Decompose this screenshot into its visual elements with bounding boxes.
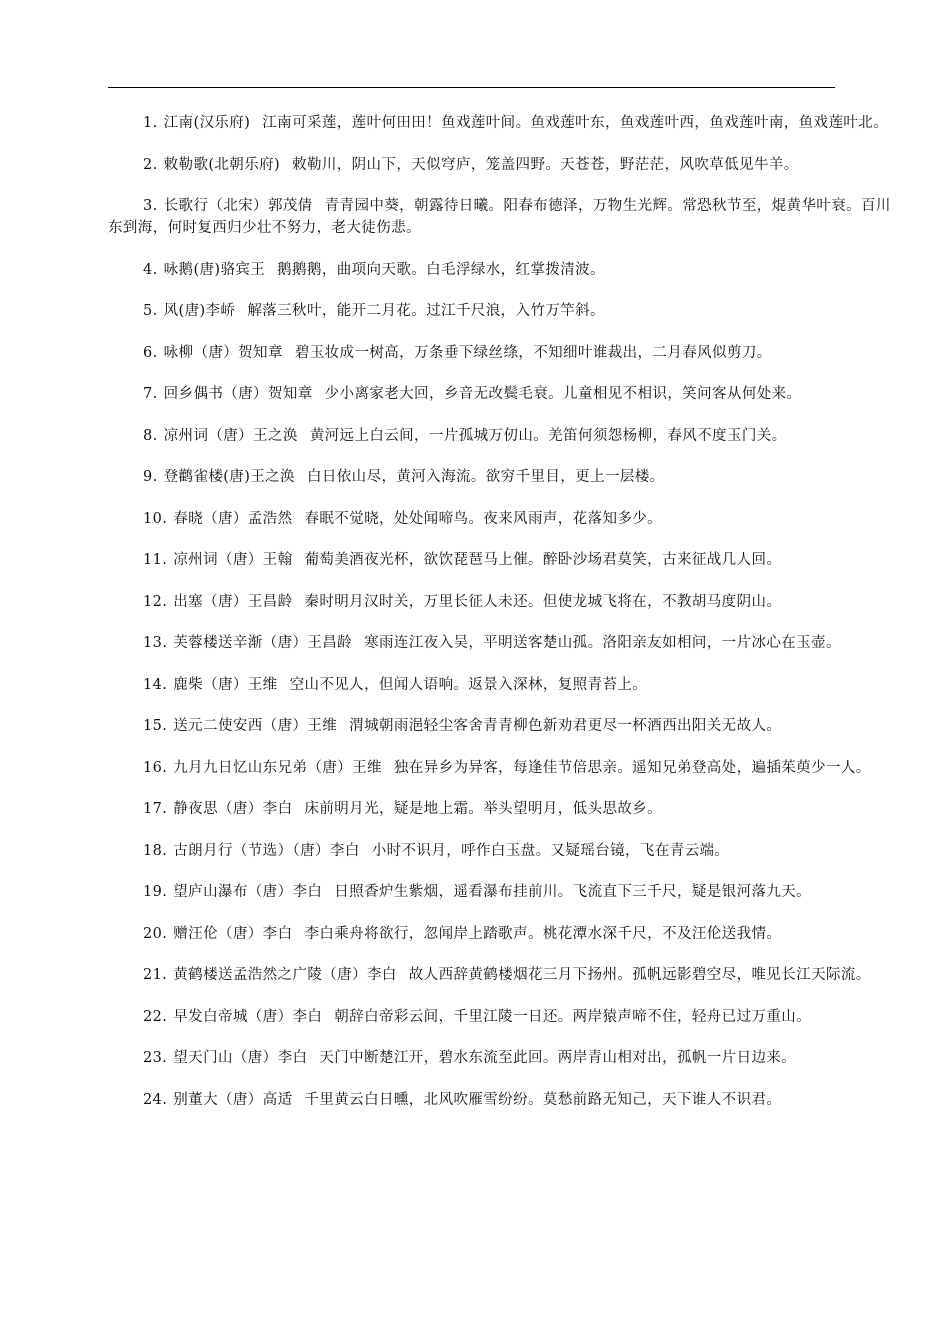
poem-text: 碧玉妆成一树高，万条垂下绿丝绦，不知细叶谁裁出，二月春风似剪刀。	[294, 344, 772, 361]
poem-item	[108, 112, 898, 134]
poem-text: 故人西辞黄鹤楼烟花三月下扬州。孤帆远影碧空尽，唯见长江天际流。	[408, 967, 871, 983]
poem-item	[108, 757, 898, 779]
poem-number: 17.	[143, 801, 168, 817]
poem-title: 静夜思（唐）李白	[173, 801, 293, 817]
poem-text: 小时不识月，呼作白玉盘。又疑瑶台镜，飞在青云端。	[371, 842, 730, 859]
poem-number: 1.	[143, 115, 158, 131]
poem-number: 7.	[143, 386, 158, 402]
poem-number: 14.	[143, 676, 168, 693]
poem-title: 凉州词（唐）王之涣	[163, 427, 298, 444]
poem-number: 4.	[143, 261, 158, 278]
poem-title: 送元二使安西（唐）王维	[173, 718, 338, 734]
poem-title: 咏鹅(唐)骆宾王	[163, 261, 266, 278]
poem-title: 赠汪伦（唐）李白	[173, 925, 293, 942]
poem-title: 凉州词（唐）王翰	[173, 552, 293, 568]
poem-title: 别董大（唐）高适	[173, 1091, 293, 1108]
poem-number: 11.	[143, 552, 168, 568]
poem-text: 少小离家老大回，乡音无改鬓毛衰。儿童相见不相识，笑问客从何处来。	[324, 386, 802, 402]
poem-number: 5.	[143, 303, 158, 319]
poem-item	[108, 632, 898, 654]
poem-item	[108, 923, 898, 945]
poem-number: 8.	[143, 427, 158, 444]
poem-text: 空山不见人，但闻人语响。返景入深林，复照青苔上。	[289, 676, 648, 693]
poem-number: 12.	[143, 593, 168, 610]
poem-text: 寒雨连江夜入吴，平明送客楚山孤。洛阳亲友如相问，一片冰心在玉壶。	[364, 635, 841, 651]
poem-item	[108, 195, 898, 239]
poem-title: 风(唐)李峤	[163, 303, 236, 319]
poem-text: 床前明月光，疑是地上霜。举头望明月，低头思故乡。	[304, 801, 663, 817]
poem-item	[108, 798, 898, 820]
poem-title: 出塞（唐）王昌龄	[173, 593, 293, 610]
poem-item	[108, 1006, 898, 1028]
poem-number: 16.	[143, 759, 168, 776]
poem-text: 黄河远上白云间，一片孤城万仞山。羌笛何须怨杨柳，春风不度玉门关。	[309, 427, 787, 444]
poem-title: 鹿柴（唐）王维	[173, 676, 278, 693]
poem-title: 早发白帝城（唐）李白	[173, 1008, 323, 1025]
poem-number: 15.	[143, 718, 168, 734]
poem-number: 24.	[143, 1091, 168, 1108]
poem-number: 18.	[143, 842, 168, 859]
poem-text: 白日依山尽，黄河入海流。欲穷千里目，更上一层楼。	[306, 469, 665, 485]
poem-number: 23.	[143, 1050, 168, 1066]
poem-list	[108, 112, 898, 1130]
poem-text: 春眠不觉晓，处处闻啼鸟。夜来风雨声，花落知多少。	[304, 510, 663, 527]
poem-title: 九月九日忆山东兄弟（唐）王维	[173, 759, 382, 776]
poem-item	[108, 154, 898, 176]
poem-number: 6.	[143, 344, 158, 361]
poem-text: 青青园中葵，朝露待日曦。阳春布德泽，万物生光辉。常恐秋节至，焜黄华叶衰。百川东到海，何时复西归少壮不努力，老大徒伤悲。	[108, 198, 891, 236]
poem-title: 登鹳雀楼(唐)王之涣	[163, 469, 295, 485]
poem-item	[108, 259, 898, 281]
poem-text: 千里黄云白日曛，北风吹雁雪纷纷。莫愁前路无知己，天下谁人不识君。	[304, 1091, 782, 1108]
poem-item	[108, 715, 898, 737]
poem-item	[108, 466, 898, 488]
poem-item	[108, 549, 898, 571]
poem-text: 鹅鹅鹅，曲项向天歌。白毛浮绿水，红掌拨清波。	[277, 261, 605, 278]
poem-text: 渭城朝雨浥轻尘客舍青青柳色新劝君更尽一杯酒西出阳关无故人。	[349, 718, 782, 734]
poem-text: 朝辞白帝彩云间，千里江陵一日还。两岸猿声啼不住，轻舟已过万重山。	[334, 1008, 812, 1025]
poem-item	[108, 591, 898, 613]
poem-item	[108, 964, 898, 986]
poem-item	[108, 508, 898, 530]
poem-number: 9.	[143, 469, 158, 485]
poem-text: 李白乘舟将欲行，忽闻岸上踏歌声。桃花潭水深千尺，不及汪伦送我情。	[304, 925, 782, 942]
poem-item	[108, 881, 898, 903]
poem-item	[108, 1089, 898, 1111]
poem-item	[108, 674, 898, 696]
poem-title: 望庐山瀑布（唐）李白	[173, 884, 323, 900]
poem-number: 10.	[143, 510, 168, 527]
poem-title: 咏柳（唐）贺知章	[163, 344, 283, 361]
poem-text: 日照香炉生紫烟，遥看瀑布挂前川。飞流直下三千尺，疑是银河落九天。	[334, 884, 812, 900]
poem-number: 3.	[143, 198, 158, 214]
poem-title: 古朗月行（节选）（唐）李白	[173, 842, 360, 859]
poem-number: 22.	[143, 1008, 168, 1025]
poem-item	[108, 1047, 898, 1069]
poem-title: 春晓（唐）孟浩然	[173, 510, 293, 527]
poem-item	[108, 425, 898, 447]
poem-item	[108, 300, 898, 322]
poem-item	[108, 840, 898, 862]
poem-title: 长歌行（北宋）郭茂倩	[163, 198, 313, 214]
poem-number: 19.	[143, 884, 168, 900]
poem-text: 敕勒川，阴山下，天似穹庐，笼盖四野。天苍苍，野茫茫，风吹草低见牛羊。	[292, 156, 799, 173]
poem-text: 天门中断楚江开，碧水东流至此回。两岸青山相对出，孤帆一片日边来。	[319, 1050, 797, 1066]
header-rule	[108, 87, 835, 88]
poem-item	[108, 342, 898, 364]
poem-title: 江南(汉乐府)	[163, 115, 251, 131]
poem-title: 望天门山（唐）李白	[173, 1050, 308, 1066]
poem-number: 20.	[143, 925, 168, 942]
poem-title: 芙蓉楼送辛渐（唐）王昌龄	[173, 635, 353, 651]
poem-number: 2.	[143, 156, 158, 173]
poem-text: 葡萄美酒夜光杯，欲饮琵琶马上催。醉卧沙场君莫笑，古来征战几人回。	[304, 552, 782, 568]
poem-number: 21.	[143, 967, 168, 983]
poem-title: 回乡偶书（唐）贺知章	[163, 386, 313, 402]
poem-title: 敕勒歌(北朝乐府)	[163, 156, 281, 173]
poem-text: 独在异乡为异客，每逢佳节倍思亲。遥知兄弟登高处，遍插茱萸少一人。	[393, 759, 871, 776]
poem-item	[108, 383, 898, 405]
poem-text: 秦时明月汉时关，万里长征人未还。但使龙城飞将在，不教胡马度阴山。	[304, 593, 782, 610]
poem-text: 江南可采莲，莲叶何田田！鱼戏莲叶间。鱼戏莲叶东，鱼戏莲叶西，鱼戏莲叶南，鱼戏莲叶北。	[262, 115, 889, 131]
poem-title: 黄鹤楼送孟浩然之广陵（唐）李白	[173, 967, 397, 983]
poem-number: 13.	[143, 635, 168, 651]
poem-text: 解落三秋叶，能开二月花。过江千尺浪，入竹万竿斜。	[247, 303, 605, 319]
